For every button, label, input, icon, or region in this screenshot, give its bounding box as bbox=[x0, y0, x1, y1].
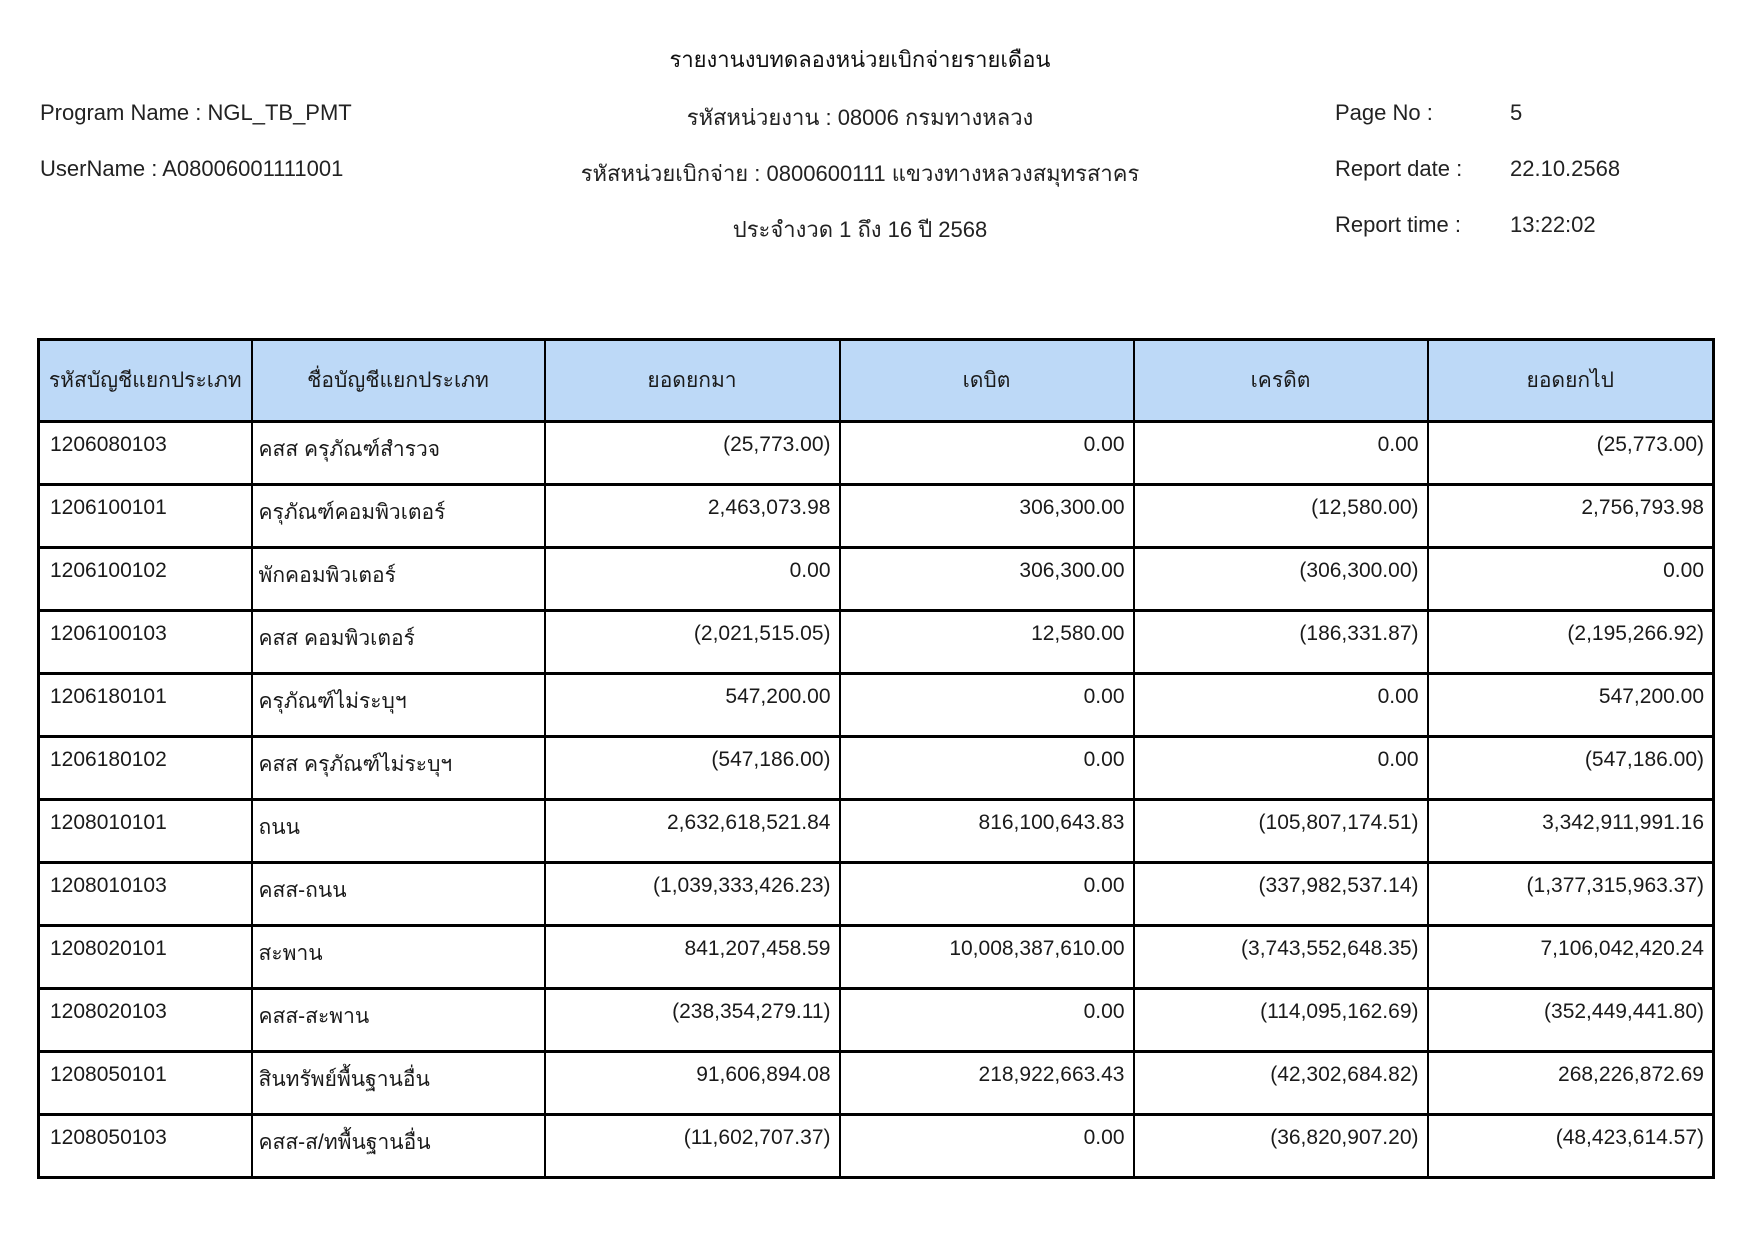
credit-cell: 0.00 bbox=[1134, 674, 1428, 737]
account-code-column-header: รหัสบัญชีแยกประเภท bbox=[39, 340, 252, 422]
opening-balance-cell: (11,602,707.37) bbox=[545, 1115, 840, 1178]
account-code-cell: 1208010101 bbox=[39, 800, 252, 863]
credit-cell: (114,095,162.69) bbox=[1134, 989, 1428, 1052]
credit-cell: (105,807,174.51) bbox=[1134, 800, 1428, 863]
opening-balance-cell: (547,186.00) bbox=[545, 737, 840, 800]
account-code-cell: 1206180101 bbox=[39, 674, 252, 737]
closing-balance-cell: (547,186.00) bbox=[1428, 737, 1714, 800]
closing-balance-cell: (2,195,266.92) bbox=[1428, 611, 1714, 674]
opening-balance-cell: 547,200.00 bbox=[545, 674, 840, 737]
debit-cell: 0.00 bbox=[840, 674, 1134, 737]
account-code-cell: 1206080103 bbox=[39, 422, 252, 485]
table-row bbox=[39, 989, 1714, 1052]
page-no-label: Page No : bbox=[1335, 100, 1433, 125]
debit-cell: 218,922,663.43 bbox=[840, 1052, 1134, 1115]
account-name-cell: สะพาน bbox=[252, 926, 545, 989]
user-name: UserName : A08006001111001 bbox=[40, 156, 344, 181]
report-time-label: Report time : bbox=[1335, 212, 1461, 237]
credit-cell: 0.00 bbox=[1134, 737, 1428, 800]
debit-cell: 12,580.00 bbox=[840, 611, 1134, 674]
account-name-column-header: ชื่อบัญชีแยกประเภท bbox=[252, 340, 545, 422]
closing-balance-cell: (48,423,614.57) bbox=[1428, 1115, 1714, 1178]
credit-cell: (337,982,537.14) bbox=[1134, 863, 1428, 926]
account-name-cell: คสส คอมพิวเตอร์ bbox=[252, 611, 545, 674]
table-row bbox=[39, 548, 1714, 611]
debit-cell: 0.00 bbox=[840, 737, 1134, 800]
account-name-cell: คสส-ส/ทพื้นฐานอื่น bbox=[252, 1115, 545, 1178]
report-date-label: Report date : bbox=[1335, 156, 1463, 181]
opening-balance-cell: 91,606,894.08 bbox=[545, 1052, 840, 1115]
opening-balance-cell: 841,207,458.59 bbox=[545, 926, 840, 989]
account-name-cell: สินทรัพย์พื้นฐานอื่น bbox=[252, 1052, 545, 1115]
credit-cell: (306,300.00) bbox=[1134, 548, 1428, 611]
closing-balance-cell: 3,342,911,991.16 bbox=[1428, 800, 1714, 863]
opening-balance-cell: (238,354,279.11) bbox=[545, 989, 840, 1052]
credit-column-header: เครดิต bbox=[1134, 340, 1428, 422]
debit-column-header: เดบิต bbox=[840, 340, 1134, 422]
account-name-cell: คสส-สะพาน bbox=[252, 989, 545, 1052]
credit-cell: 0.00 bbox=[1134, 422, 1428, 485]
table-row bbox=[39, 485, 1714, 548]
disbursement-unit-code: รหัสหน่วยเบิกจ่าย : 0800600111 แขวงทางหลวงสมุทรสาคร bbox=[580, 161, 1140, 186]
credit-cell: (3,743,552,648.35) bbox=[1134, 926, 1428, 989]
table-row bbox=[39, 1052, 1714, 1115]
credit-cell: (36,820,907.20) bbox=[1134, 1115, 1428, 1178]
opening-balance-cell: 2,632,618,521.84 bbox=[545, 800, 840, 863]
account-code-cell: 1206180102 bbox=[39, 737, 252, 800]
account-name-cell: คสส-ถนน bbox=[252, 863, 545, 926]
opening-balance-cell: (25,773.00) bbox=[545, 422, 840, 485]
closing-balance-cell: 7,106,042,420.24 bbox=[1428, 926, 1714, 989]
table-row bbox=[39, 863, 1714, 926]
debit-cell: 0.00 bbox=[840, 422, 1134, 485]
report-title: รายงานงบทดลองหน่วยเบิกจ่ายรายเดือน bbox=[669, 47, 1051, 72]
account-name-cell: คสส ครุภัณฑ์สำรวจ bbox=[252, 422, 545, 485]
closing-balance-cell: (352,449,441.80) bbox=[1428, 989, 1714, 1052]
trial-balance-body bbox=[39, 422, 1714, 1178]
account-code-cell: 1208050101 bbox=[39, 1052, 252, 1115]
debit-cell: 10,008,387,610.00 bbox=[840, 926, 1134, 989]
account-name-cell: พักคอมพิวเตอร์ bbox=[252, 548, 545, 611]
table-row bbox=[39, 1115, 1714, 1178]
opening-balance-column-header: ยอดยกมา bbox=[545, 340, 840, 422]
report-date-value: 22.10.2568 bbox=[1510, 156, 1621, 181]
agency-code: รหัสหน่วยงาน : 08006 กรมทางหลวง bbox=[686, 105, 1034, 130]
closing-balance-cell: (25,773.00) bbox=[1428, 422, 1714, 485]
table-row bbox=[39, 611, 1714, 674]
table-row bbox=[39, 422, 1714, 485]
table-row bbox=[39, 737, 1714, 800]
account-code-cell: 1206100103 bbox=[39, 611, 252, 674]
closing-balance-cell: (1,377,315,963.37) bbox=[1428, 863, 1714, 926]
debit-cell: 0.00 bbox=[840, 989, 1134, 1052]
debit-cell: 0.00 bbox=[840, 1115, 1134, 1178]
table-row bbox=[39, 674, 1714, 737]
opening-balance-cell: (1,039,333,426.23) bbox=[545, 863, 840, 926]
closing-balance-cell: 2,756,793.98 bbox=[1428, 485, 1714, 548]
opening-balance-cell: 2,463,073.98 bbox=[545, 485, 840, 548]
credit-cell: (42,302,684.82) bbox=[1134, 1052, 1428, 1115]
account-code-cell: 1208020101 bbox=[39, 926, 252, 989]
report-time-value: 13:22:02 bbox=[1510, 212, 1596, 237]
credit-cell: (186,331.87) bbox=[1134, 611, 1428, 674]
account-name-cell: ครุภัณฑ์ไม่ระบุฯ bbox=[252, 674, 545, 737]
table-row bbox=[39, 800, 1714, 863]
page-no-value: 5 bbox=[1510, 100, 1523, 125]
debit-cell: 0.00 bbox=[840, 863, 1134, 926]
table-row bbox=[39, 926, 1714, 989]
closing-balance-cell: 547,200.00 bbox=[1428, 674, 1714, 737]
account-code-cell: 1208020103 bbox=[39, 989, 252, 1052]
closing-balance-cell: 268,226,872.69 bbox=[1428, 1052, 1714, 1115]
closing-balance-cell: 0.00 bbox=[1428, 548, 1714, 611]
account-code-cell: 1208010103 bbox=[39, 863, 252, 926]
opening-balance-cell: (2,021,515.05) bbox=[545, 611, 840, 674]
account-code-cell: 1206100101 bbox=[39, 485, 252, 548]
closing-balance-column-header: ยอดยกไป bbox=[1428, 340, 1714, 422]
account-name-cell: คสส ครุภัณฑ์ไม่ระบุฯ bbox=[252, 737, 545, 800]
table-header-row bbox=[39, 340, 1714, 422]
program-name: Program Name : NGL_TB_PMT bbox=[40, 100, 352, 125]
debit-cell: 816,100,643.83 bbox=[840, 800, 1134, 863]
account-name-cell: ครุภัณฑ์คอมพิวเตอร์ bbox=[252, 485, 545, 548]
account-code-cell: 1208050103 bbox=[39, 1115, 252, 1178]
report-period: ประจำงวด 1 ถึง 16 ปี 2568 bbox=[732, 217, 988, 242]
trial-balance-table bbox=[37, 338, 1715, 1179]
debit-cell: 306,300.00 bbox=[840, 548, 1134, 611]
account-name-cell: ถนน bbox=[252, 800, 545, 863]
credit-cell: (12,580.00) bbox=[1134, 485, 1428, 548]
debit-cell: 306,300.00 bbox=[840, 485, 1134, 548]
account-code-cell: 1206100102 bbox=[39, 548, 252, 611]
opening-balance-cell: 0.00 bbox=[545, 548, 840, 611]
